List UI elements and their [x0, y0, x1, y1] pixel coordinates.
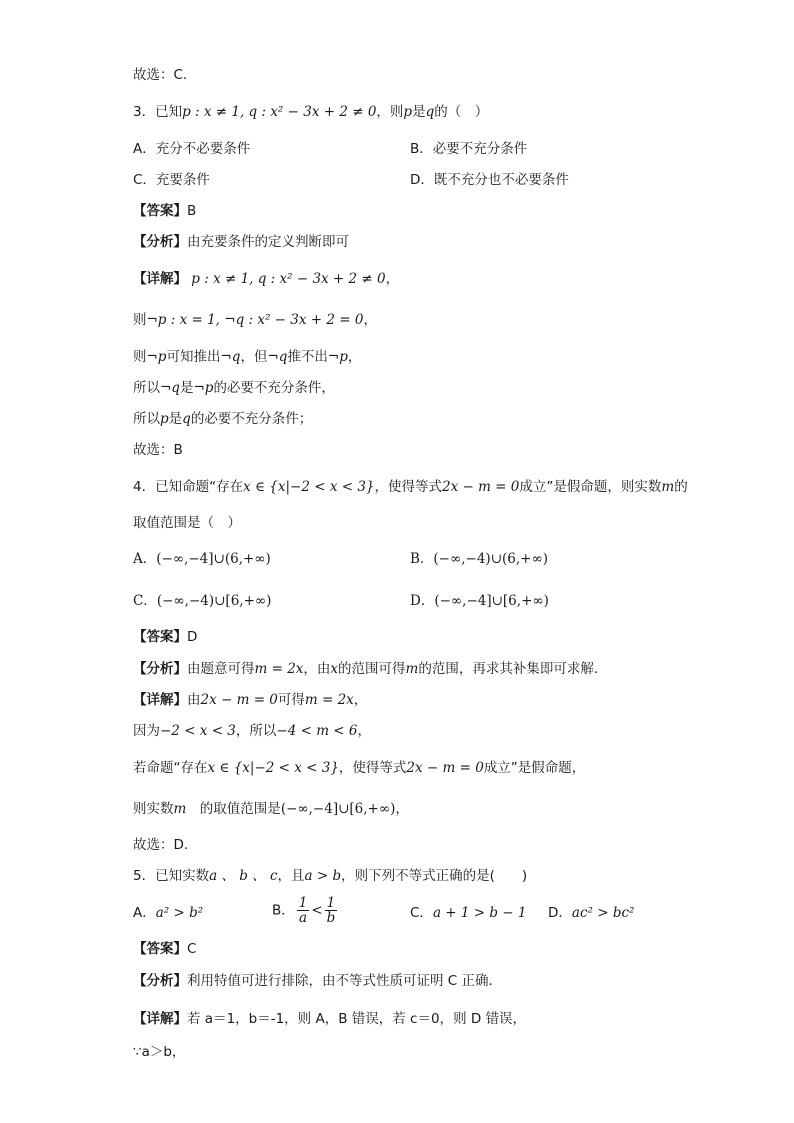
q4-option-a: A．(−∞,−4]∪(6,+∞) [133, 551, 271, 567]
q4-answer: 【答案】D [133, 629, 198, 645]
q3-conclusion: 故选：B [133, 442, 183, 458]
q5-option-a: A．a² > b² [133, 905, 204, 921]
q3-option-c: C．充要条件 [133, 172, 210, 188]
q3-detail-line4: 所以¬q是¬p的必要不充分条件， [133, 380, 335, 396]
q4-detail-line3: 若命题“存在x ∈ {x|−2 < x < 3}，使得等式2x − m = 0成立”是假命题， [133, 760, 586, 776]
q4-detail-line4: 则实数m 的取值范围是(−∞,−4]∪[6,+∞)， [133, 801, 409, 817]
q5-option-c: C．a + 1 > b − 1 [410, 905, 527, 921]
q5-analysis: 【分析】利用特值可进行排除，由不等式性质可证明 C 正确. [133, 973, 493, 989]
q3-option-d: D．既不充分也不必要条件 [410, 172, 569, 188]
q5-option-d: D．ac² > bc² [548, 905, 635, 921]
q5-detail: 【详解】若 a＝1，b＝-1，则 A，B 错误，若 c＝0，则 D 错误， [133, 1011, 527, 1027]
fraction-1-over-a: $\frac{1}{a}$ [298, 895, 308, 926]
q4-detail: 【详解】由2x − m = 0可得m = 2x， [133, 692, 368, 708]
q4-option-b: B．(−∞,−4)∪(6,+∞) [410, 551, 548, 567]
q5-stem: 5．已知实数a 、 b 、 c，且a > b，则下列不等式正确的是( ) [133, 868, 528, 884]
q5-detail-line2: ∵a＞b， [133, 1044, 186, 1060]
q3-detail-line2: 则¬p : x = 1, ¬q : x² − 3x + 2 = 0， [133, 312, 377, 328]
q4-stem: 4．已知命题“存在x ∈ {x|−2 < x < 3}，使得等式2x − m = 0成立”是假命题，则实数m的 [133, 479, 688, 495]
q5-option-b: B． $\frac{1}{a}$ < $\frac{1}{b}$ [272, 895, 336, 926]
q3-analysis: 【分析】由充要条件的定义判断即可 [133, 234, 349, 250]
q5-answer: 【答案】C [133, 941, 197, 957]
q4-stem-line2: 取值范围是（ ） [133, 515, 241, 531]
fraction-1-over-b: $\frac{1}{b}$ [326, 895, 336, 926]
q4-option-c: C．(−∞,−4)∪[6,+∞) [133, 593, 272, 609]
q4-option-d: D．(−∞,−4]∪[6,+∞) [410, 593, 549, 609]
q3-option-b: B．必要不充分条件 [410, 141, 528, 157]
q4-detail-line2: 因为−2 < x < 3，所以−4 < m < 6， [133, 723, 371, 739]
q3-stem: 3．已知p : x ≠ 1, q : x² − 3x + 2 ≠ 0，则p是q的（ ） [133, 104, 489, 120]
q3-answer: 【答案】B [133, 203, 197, 219]
q3-detail-line3: 则¬p可知推出¬q，但¬q推不出¬p， [133, 349, 362, 365]
q4-analysis: 【分析】由题意可得m = 2x，由x的范围可得m的范围，再求其补集即可求解. [133, 661, 599, 677]
q3-detail: 【详解】 p : x ≠ 1, q : x² − 3x + 2 ≠ 0， [133, 271, 400, 287]
q4-conclusion: 故选：D. [133, 837, 189, 853]
q3-detail-line5: 所以p是q的必要不充分条件； [133, 411, 313, 427]
q3-option-a: A．充分不必要条件 [133, 141, 251, 157]
prev-conclusion: 故选：C. [133, 67, 188, 83]
